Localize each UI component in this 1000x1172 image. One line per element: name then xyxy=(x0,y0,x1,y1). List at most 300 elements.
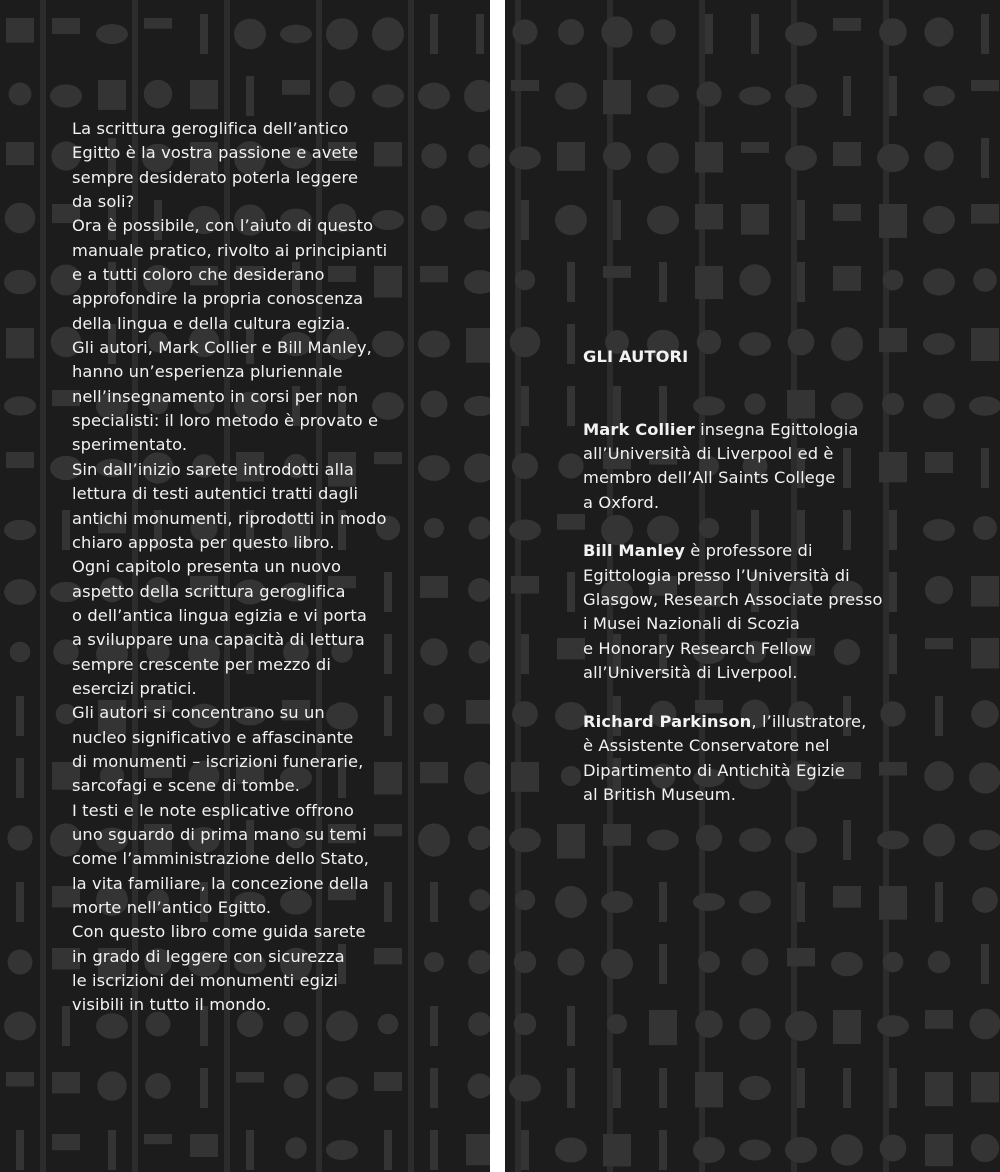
hieroglyph-shape xyxy=(557,514,585,530)
description-line: chiaro apposta per questo libro. xyxy=(72,532,335,552)
description-line: in grado di leggere con sicurezza xyxy=(72,946,345,966)
hieroglyph-shape xyxy=(739,87,771,106)
hieroglyph-shape xyxy=(607,1014,627,1034)
hieroglyph-shape xyxy=(420,266,448,282)
description-line: Sin dall’inizio sarete introdotti alla xyxy=(72,459,354,479)
hieroglyph-shape xyxy=(613,1068,621,1108)
hieroglyph-shape xyxy=(925,1010,953,1029)
hieroglyph-shape xyxy=(511,762,539,792)
hieroglyph-shape xyxy=(981,944,989,984)
hieroglyph-shape xyxy=(420,762,448,783)
hieroglyph-shape xyxy=(421,143,447,169)
hieroglyph-shape xyxy=(512,701,538,727)
description-line: Egitto è la vostra passione e avete xyxy=(72,143,359,163)
author-bio-line: Egittologia presso l’Università di xyxy=(583,565,850,585)
hieroglyph-shape xyxy=(430,1130,438,1170)
hieroglyph-shape xyxy=(603,824,631,846)
hieroglyph-shape xyxy=(468,950,490,974)
hieroglyph-shape xyxy=(925,1134,953,1166)
hieroglyph-shape xyxy=(144,18,172,29)
hieroglyph-shape xyxy=(971,638,999,669)
hieroglyph-shape xyxy=(877,1015,909,1037)
hieroglyph-shape xyxy=(785,1011,817,1041)
author-bio-line: all’Università di Liverpool. xyxy=(583,663,798,683)
hieroglyph-shape xyxy=(935,696,943,736)
description-line: morte nell’antico Egitto. xyxy=(72,898,272,917)
description-line: Ogni capitolo presenta un nuovo xyxy=(72,557,342,577)
description-line: da soli? xyxy=(72,192,135,212)
description-line: nucleo significativo e affascinante xyxy=(72,727,354,747)
hieroglyph-shape xyxy=(739,264,770,295)
hieroglyph-shape xyxy=(843,820,851,860)
hieroglyph-shape xyxy=(695,1072,723,1107)
author-name: Richard Parkinson xyxy=(583,711,752,731)
description-line: approfondire la propria conoscenza xyxy=(72,289,364,309)
description-line: della lingua e della cultura egizia. xyxy=(72,313,351,333)
hieroglyph-shape xyxy=(787,948,815,966)
hieroglyph-shape xyxy=(883,952,904,973)
hieroglyph-shape xyxy=(521,200,529,240)
hieroglyph-shape xyxy=(466,328,490,363)
hieroglyph-shape xyxy=(16,696,24,736)
hieroglyph-shape xyxy=(468,1012,490,1036)
hieroglyph-shape xyxy=(10,642,31,663)
hieroglyph-shape xyxy=(329,81,355,107)
hieroglyph-shape xyxy=(603,80,631,114)
description-line: uno sguardo di prima mano su temi xyxy=(72,824,367,844)
hieroglyph-shape xyxy=(877,831,909,850)
hieroglyph-shape xyxy=(430,1068,438,1108)
hieroglyph-shape xyxy=(16,758,24,798)
hieroglyph-shape xyxy=(972,887,998,913)
hieroglyph-shape xyxy=(6,1072,34,1086)
hieroglyph-shape xyxy=(521,386,529,426)
description-line: o dell’antica lingua egizia e vi porta xyxy=(72,605,367,625)
author-bio-line: al British Museum. xyxy=(583,784,736,804)
description-line: le iscrizioni dei monumenti egizi xyxy=(72,971,338,991)
hieroglyph-shape xyxy=(464,270,490,294)
hieroglyph-shape xyxy=(430,1006,438,1046)
hieroglyph-shape xyxy=(969,830,1000,851)
hieroglyph-shape xyxy=(973,268,997,292)
description-line: la vita familiare, la concezione della xyxy=(72,873,369,893)
hieroglyph-shape xyxy=(889,76,897,116)
hieroglyph-shape xyxy=(923,206,955,234)
hieroglyph-shape xyxy=(557,142,585,171)
hieroglyph-shape xyxy=(510,327,540,357)
hieroglyph-shape xyxy=(647,206,679,235)
hieroglyph-shape xyxy=(751,14,759,54)
description-line: manuale pratico, rivolto ai principianti xyxy=(72,240,388,260)
hieroglyph-shape xyxy=(418,330,450,357)
hieroglyph-shape xyxy=(424,518,444,538)
author-bio-line: è Assistente Conservatore nel xyxy=(583,736,830,756)
hieroglyph-shape xyxy=(555,1137,587,1162)
hieroglyph-shape xyxy=(879,204,907,238)
author-bio xyxy=(583,710,883,807)
hieroglyph-shape xyxy=(200,1068,208,1108)
hieroglyph-shape xyxy=(923,519,955,541)
hieroglyph-shape xyxy=(693,893,725,911)
hieroglyph-shape xyxy=(923,393,955,419)
description-line: specialisti: il loro metodo è provato e xyxy=(72,411,379,431)
hieroglyph-shape xyxy=(190,80,218,109)
hieroglyph-shape xyxy=(833,204,861,221)
hieroglyph-shape xyxy=(924,141,954,171)
hieroglyph-shape xyxy=(557,948,584,975)
hieroglyph-shape xyxy=(561,766,581,786)
hieroglyph-shape xyxy=(647,84,679,107)
hieroglyph-shape xyxy=(285,1137,307,1159)
hieroglyph-shape xyxy=(695,204,723,229)
hieroglyph-shape xyxy=(739,891,771,914)
hieroglyph-shape xyxy=(969,762,1000,793)
hieroglyph-shape xyxy=(797,882,805,922)
hieroglyph-shape xyxy=(418,823,450,856)
hieroglyph-shape xyxy=(567,262,575,302)
hieroglyph-shape xyxy=(879,452,907,482)
hieroglyph-shape xyxy=(468,826,490,850)
hieroglyph-shape xyxy=(785,145,817,170)
author-bio-line: Glasgow, Research Associate presso xyxy=(583,590,883,610)
description-line: e a tutti coloro che desiderano xyxy=(72,265,325,285)
hieroglyph-shape xyxy=(567,1068,575,1108)
hieroglyph-shape xyxy=(418,455,450,481)
hieroglyph-shape xyxy=(831,952,863,977)
hieroglyph-shape xyxy=(741,142,769,153)
description-line: sempre desiderato poterla leggere xyxy=(72,167,359,187)
hieroglyph-shape xyxy=(52,18,80,34)
hieroglyph-shape xyxy=(62,1006,70,1046)
description-line: visibili in tutto il mondo. xyxy=(72,995,272,1015)
hieroglyph-shape xyxy=(833,266,861,291)
hieroglyph-shape xyxy=(889,572,897,612)
hieroglyph-shape xyxy=(372,84,404,107)
hieroglyph-shape xyxy=(284,1074,309,1099)
hieroglyph-shape xyxy=(464,210,490,229)
hieroglyph-shape xyxy=(969,396,1000,416)
hieroglyph-shape xyxy=(7,949,32,974)
hieroglyph-shape xyxy=(880,701,905,726)
description-line: La scrittura geroglifica dell’antico xyxy=(72,119,349,138)
hieroglyph-shape xyxy=(464,453,490,482)
hieroglyph-shape xyxy=(468,578,490,602)
hieroglyph-shape xyxy=(62,510,70,550)
hieroglyph-shape xyxy=(282,80,310,95)
hieroglyph-shape xyxy=(567,324,575,364)
hieroglyph-shape xyxy=(742,949,769,976)
hieroglyph-shape xyxy=(557,638,585,659)
hieroglyph-shape xyxy=(108,1130,116,1170)
hieroglyph-shape xyxy=(785,827,817,854)
author-bio-text: , l’illustratore, xyxy=(751,711,867,731)
description-line: antichi monumenti, riprodotti in modo xyxy=(72,508,387,528)
description-line: sempre crescente per mezzo di xyxy=(72,654,331,674)
hieroglyph-shape xyxy=(4,1012,36,1041)
hieroglyph-shape xyxy=(971,328,999,361)
hieroglyph-shape xyxy=(424,952,444,972)
hieroglyph-shape xyxy=(603,1134,631,1166)
hieroglyph-shape xyxy=(833,142,861,166)
hieroglyph-shape xyxy=(923,268,955,295)
description-line: a sviluppare una capacità di lettura xyxy=(72,630,365,650)
hieroglyph-shape xyxy=(6,142,34,165)
hieroglyph-shape xyxy=(421,205,447,231)
hieroglyph-shape xyxy=(326,1077,358,1099)
hieroglyph-shape xyxy=(512,453,538,479)
hieroglyph-shape xyxy=(4,270,36,295)
hieroglyph-shape xyxy=(96,24,128,44)
hieroglyph-shape xyxy=(466,1134,490,1165)
hieroglyph-shape xyxy=(514,1013,537,1036)
hieroglyph-shape xyxy=(468,640,490,663)
hieroglyph-shape xyxy=(889,510,897,550)
hieroglyph-shape xyxy=(889,634,897,674)
description-line: nell’insegnamento in corsi per non xyxy=(72,386,359,406)
hieroglyph-shape xyxy=(246,76,254,116)
hieroglyph-shape xyxy=(659,1068,667,1108)
hieroglyph-shape xyxy=(420,576,448,598)
hieroglyph-shape xyxy=(514,951,536,973)
authors-heading: GLI AUTORI xyxy=(583,346,689,366)
hieroglyph-shape xyxy=(659,944,667,984)
hieroglyph-shape xyxy=(567,1006,575,1046)
author-bio-line: all’Università di Liverpool ed è xyxy=(583,444,834,464)
hieroglyph-shape xyxy=(558,19,584,45)
hieroglyph-shape xyxy=(883,270,904,291)
hieroglyph-shape xyxy=(16,882,24,922)
hieroglyph-shape xyxy=(509,519,541,540)
author-name: Bill Manley xyxy=(583,541,685,561)
hieroglyph-shape xyxy=(739,828,771,852)
hieroglyph-shape xyxy=(971,576,999,607)
hieroglyph-shape xyxy=(567,386,575,426)
hieroglyph-shape xyxy=(935,882,943,922)
hieroglyph-shape xyxy=(509,1074,541,1101)
book-description xyxy=(72,117,387,1018)
description-line: sarcofagi e scene di tombe. xyxy=(72,776,301,796)
hieroglyph-shape xyxy=(7,825,32,850)
hieroglyph-shape xyxy=(739,1140,771,1161)
hieroglyph-shape xyxy=(555,82,587,109)
author-bio xyxy=(583,539,883,685)
hieroglyph-shape xyxy=(843,76,851,116)
hieroglyph-shape xyxy=(705,14,713,54)
hieroglyph-shape xyxy=(698,951,720,973)
author-bio-line: membro dell’All Saints College xyxy=(583,468,836,488)
hieroglyph-shape xyxy=(971,1134,999,1162)
hieroglyph-shape xyxy=(567,572,575,612)
hieroglyph-shape xyxy=(739,1076,771,1100)
hieroglyph-shape xyxy=(696,81,721,106)
description-line: I testi e le note esplicative offrono xyxy=(72,800,354,820)
hieroglyph-shape xyxy=(5,203,36,234)
hieroglyph-shape xyxy=(973,516,997,540)
hieroglyph-shape xyxy=(476,14,484,54)
hieroglyph-shape xyxy=(234,19,266,50)
hieroglyph-shape xyxy=(326,1140,358,1160)
author-bio-text: insegna Egittologia xyxy=(694,419,859,439)
hieroglyph-shape xyxy=(52,1134,80,1150)
hieroglyph-shape xyxy=(970,1009,1000,1040)
author-bio-line: i Musei Nazionali di Scozia xyxy=(583,614,800,634)
hieroglyph-shape xyxy=(509,146,541,169)
description-line: come l’amministrazione dello Stato, xyxy=(72,849,370,869)
hieroglyph-shape xyxy=(603,266,631,278)
hieroglyph-shape xyxy=(144,1134,172,1144)
hieroglyph-shape xyxy=(785,1137,817,1163)
hieroglyph-shape xyxy=(4,520,36,541)
hieroglyph-shape xyxy=(6,328,34,358)
hieroglyph-shape xyxy=(145,1073,171,1099)
hieroglyph-shape xyxy=(468,1074,490,1099)
hieroglyph-shape xyxy=(326,18,358,50)
hieroglyph-shape xyxy=(423,703,444,724)
hieroglyph-shape xyxy=(50,84,82,107)
hieroglyph-shape xyxy=(9,83,32,106)
hieroglyph-shape xyxy=(464,80,490,113)
hieroglyph-shape xyxy=(430,882,438,922)
hieroglyph-shape xyxy=(464,396,490,416)
description-line: sperimentato. xyxy=(72,435,188,455)
description-line: hanno un’esperienza pluriennale xyxy=(72,362,343,382)
hieroglyph-shape xyxy=(833,886,861,908)
hieroglyph-shape xyxy=(695,142,723,173)
author-bio-line xyxy=(583,418,883,442)
hieroglyph-shape xyxy=(384,1130,392,1170)
hieroglyph-shape xyxy=(511,576,539,594)
hieroglyph-shape xyxy=(236,1072,264,1083)
description-line: Gli autori, Mark Collier e Bill Manley, xyxy=(72,338,372,358)
author-bio xyxy=(583,418,883,515)
author-bio-line: Dipartimento di Antichità Egizie xyxy=(583,760,845,780)
hieroglyph-shape xyxy=(466,700,490,724)
hieroglyph-shape xyxy=(741,204,769,235)
hieroglyph-shape xyxy=(971,204,999,224)
author-bio-line: e Honorary Research Fellow xyxy=(583,638,813,658)
hieroglyph-shape xyxy=(557,824,585,859)
hieroglyph-shape xyxy=(797,1068,805,1108)
hieroglyph-shape xyxy=(925,576,953,604)
hieroglyph-shape xyxy=(739,1008,771,1040)
hieroglyph-shape xyxy=(97,1071,127,1101)
hieroglyph-shape xyxy=(924,17,953,46)
hieroglyph-shape xyxy=(469,517,490,540)
hieroglyph-shape xyxy=(981,448,989,488)
hieroglyph-shape xyxy=(843,1068,851,1108)
hieroglyph-shape xyxy=(6,452,34,468)
hieroglyph-shape xyxy=(555,205,587,235)
hieroglyph-shape xyxy=(971,1072,999,1102)
hieroglyph-shape xyxy=(200,14,208,54)
hieroglyph-shape xyxy=(971,700,999,728)
hieroglyph-shape xyxy=(797,200,805,240)
hieroglyph-shape xyxy=(601,16,632,47)
hieroglyph-shape xyxy=(880,1135,907,1162)
hieroglyph-shape xyxy=(925,1072,953,1106)
hieroglyph-shape xyxy=(696,825,723,852)
hieroglyph-shape xyxy=(879,328,907,352)
hieroglyph-shape xyxy=(831,1134,863,1165)
hieroglyph-shape xyxy=(521,634,529,674)
hieroglyph-shape xyxy=(659,1130,667,1170)
author-bio-line xyxy=(583,539,883,563)
hieroglyph-shape xyxy=(695,1010,723,1038)
hieroglyph-shape xyxy=(511,80,539,91)
hieroglyph-shape xyxy=(555,886,587,918)
hieroglyph-shape xyxy=(372,17,404,50)
hieroglyph-shape xyxy=(512,19,537,44)
hieroglyph-shape xyxy=(374,1072,402,1091)
hieroglyph-shape xyxy=(981,14,989,54)
hieroglyph-shape xyxy=(515,890,535,910)
description-line: aspetto della scrittura geroglifica xyxy=(72,581,346,601)
hieroglyph-shape xyxy=(558,453,583,478)
description-line: Ora è possibile, con l’aiuto di questo xyxy=(72,216,374,236)
description-line: di monumenti – iscrizioni funerarie, xyxy=(72,751,364,771)
hieroglyph-shape xyxy=(418,83,450,110)
hieroglyph-shape xyxy=(923,333,955,355)
hieroglyph-shape xyxy=(879,886,907,920)
hieroglyph-shape xyxy=(659,882,667,922)
hieroglyph-shape xyxy=(613,200,621,240)
hieroglyph-shape xyxy=(280,25,312,44)
hieroglyph-shape xyxy=(649,1010,677,1045)
author-bio-text: è professore di xyxy=(684,541,813,561)
author-name: Mark Collier xyxy=(583,419,695,439)
hieroglyph-shape xyxy=(647,142,679,173)
description-line: lettura di testi autentici tratti dagli xyxy=(72,484,359,504)
hieroglyph-shape xyxy=(509,828,541,853)
hieroglyph-shape xyxy=(246,1130,254,1170)
hieroglyph-shape xyxy=(877,144,909,172)
hieroglyph-shape xyxy=(695,266,723,299)
hieroglyph-shape xyxy=(521,1130,529,1170)
hieroglyph-shape xyxy=(879,762,907,776)
hieroglyph-shape xyxy=(971,80,999,91)
hieroglyph-shape xyxy=(924,761,954,791)
hieroglyph-shape xyxy=(785,84,817,108)
hieroglyph-shape xyxy=(98,80,126,110)
hieroglyph-shape xyxy=(693,1137,725,1163)
hieroglyph-shape xyxy=(190,1134,218,1157)
hieroglyph-shape xyxy=(144,80,172,108)
hieroglyph-shape xyxy=(882,393,904,415)
description-line: esercizi pratici. xyxy=(72,678,197,698)
hieroglyph-shape xyxy=(515,270,535,290)
hieroglyph-shape xyxy=(928,951,951,974)
hieroglyph-shape xyxy=(833,18,861,31)
hieroglyph-shape xyxy=(647,830,679,851)
hieroglyph-shape xyxy=(981,138,989,178)
hieroglyph-shape xyxy=(469,889,490,911)
hieroglyph-shape xyxy=(52,1072,80,1093)
hieroglyph-shape xyxy=(430,14,438,54)
hieroglyph-shape xyxy=(420,390,447,417)
hieroglyph-shape xyxy=(925,638,953,649)
description-line: Gli autori si concentrano su un xyxy=(72,703,325,723)
hieroglyph-shape xyxy=(650,19,676,45)
hieroglyph-shape xyxy=(601,949,633,979)
hieroglyph-shape xyxy=(785,22,817,46)
hieroglyph-shape xyxy=(833,1010,861,1044)
hieroglyph-shape xyxy=(879,18,907,46)
hieroglyph-shape xyxy=(6,18,34,43)
hieroglyph-shape xyxy=(4,579,36,605)
hieroglyph-shape xyxy=(601,891,633,913)
hieroglyph-shape xyxy=(464,761,490,794)
hieroglyph-shape xyxy=(923,824,955,857)
